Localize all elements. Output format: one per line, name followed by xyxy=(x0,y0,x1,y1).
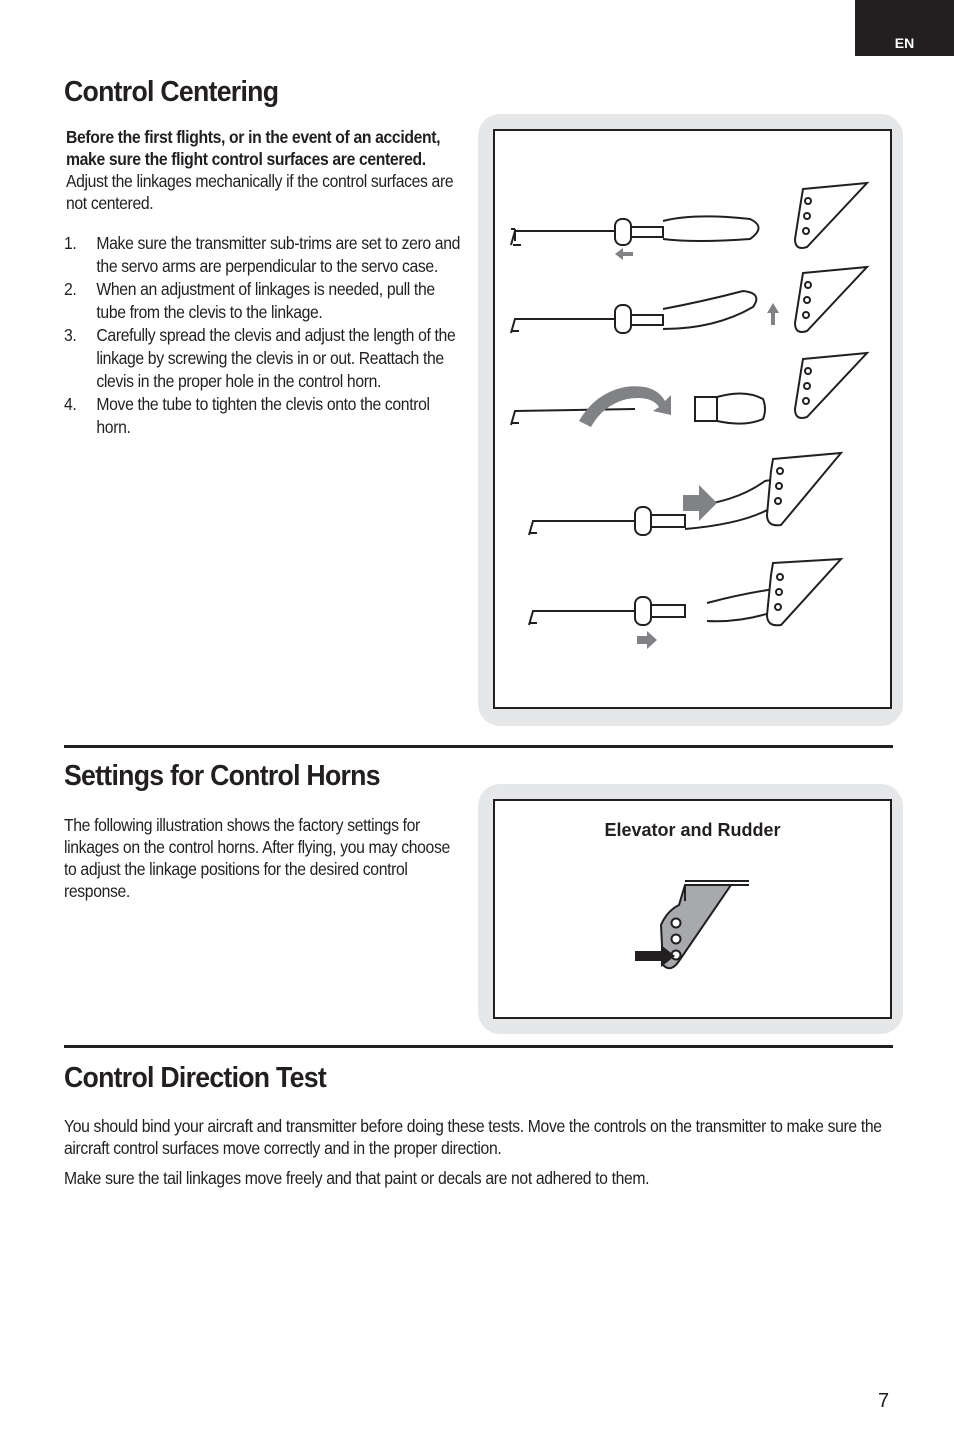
left-arrow-icon xyxy=(615,248,633,260)
pushrod-wire xyxy=(511,231,615,245)
horns-paragraph: The following illustration shows the factory settings for linkages on the control horns. After flying, you may choose to adjust the linkage positions for the desired control response. xyxy=(64,815,450,901)
list-item xyxy=(64,278,465,324)
rotate-arrow-icon xyxy=(579,386,671,427)
silicone-tube xyxy=(615,219,631,245)
control-horn xyxy=(795,183,867,248)
step-number: 2. xyxy=(64,279,77,299)
section-divider xyxy=(64,1045,893,1048)
list-item xyxy=(64,324,465,393)
horn-figure-panel xyxy=(478,784,903,1034)
intro-paragraph xyxy=(66,126,467,214)
list-item xyxy=(64,232,465,278)
up-arrow-icon xyxy=(767,303,779,325)
section-title-control-horns: Settings for Control Horns xyxy=(64,760,380,792)
section-divider xyxy=(64,745,893,748)
right-arrow-icon xyxy=(683,485,717,521)
intro-bold-text: Before the first flights, or in the event of an accident, make sure the flight control surfaces are centered. xyxy=(66,127,441,169)
control-horn-illustration xyxy=(495,801,894,1021)
step-number: 4. xyxy=(64,394,77,414)
step-number: 3. xyxy=(64,325,77,345)
step-text: When an adjustment of linkages is needed, pull the tube from the clevis to the linkage. xyxy=(96,279,435,322)
horn-figure-frame xyxy=(493,799,892,1019)
language-label: EN xyxy=(894,35,915,51)
page-number: 7 xyxy=(878,1390,890,1412)
clevis xyxy=(663,216,759,241)
direction-paragraph-1: You should bind your aircraft and transmitter before doing these tests. Move the controls on the transmitter to make sure the aircraft control surfaces move correctly and in the proper direction. xyxy=(64,1116,882,1158)
intro-regular-text: Adjust the linkages mechanically if the control surfaces are not centered. xyxy=(66,171,454,213)
step-text: Move the tube to tighten the clevis onto the control horn. xyxy=(96,394,430,437)
linkage-figure-frame xyxy=(493,129,892,709)
step-text: Carefully spread the clevis and adjust the length of the linkage by screwing the clevis in or out. Reattach the clevis in the proper hole in the control horn. xyxy=(96,325,456,391)
section-title-direction-test: Control Direction Test xyxy=(64,1062,326,1094)
linkage-illustration xyxy=(495,131,894,711)
language-tab xyxy=(855,0,954,56)
direction-paragraph-2: Make sure the tail linkages move freely and that paint or decals are not adhered to them. xyxy=(64,1168,650,1188)
list-item xyxy=(64,393,465,439)
steps-list xyxy=(64,232,465,439)
linkage-figure-panel xyxy=(478,114,903,726)
step-number: 1. xyxy=(64,233,77,253)
step-text: Make sure the transmitter sub-trims are set to zero and the servo arms are perpendicular to the servo case. xyxy=(96,233,460,276)
small-right-arrow-icon xyxy=(637,631,657,649)
section-title-control-centering: Control Centering xyxy=(64,76,279,108)
figure-title: Elevator and Rudder xyxy=(604,820,781,840)
